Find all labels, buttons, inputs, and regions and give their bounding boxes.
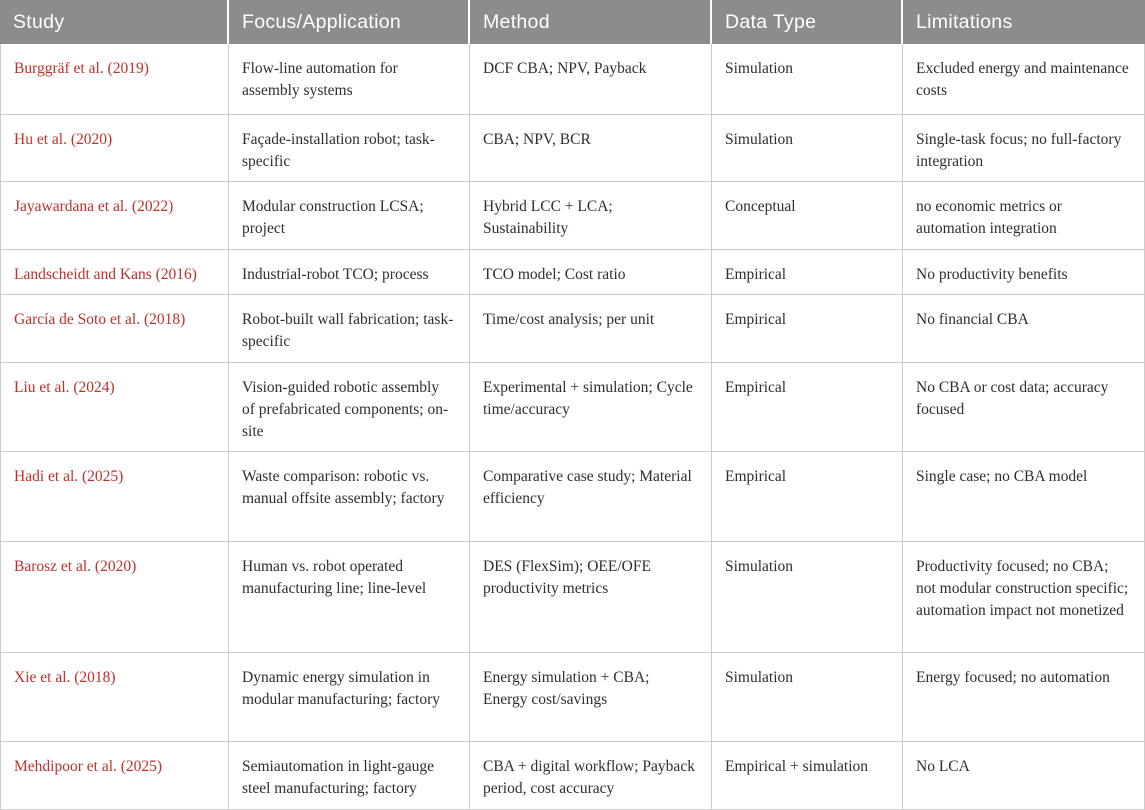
table-row [0,182,1145,250]
table-row [0,542,1145,653]
cell-focus: Façade-installation robot; task-specific [229,115,470,182]
table-row [0,452,1145,542]
cell-method: Hybrid LCC + LCA; Sustainability [470,182,712,250]
cell-data-type: Empirical [712,250,903,295]
cell-data-type: Simulation [712,115,903,182]
cell-data-type: Empirical [712,363,903,452]
cell-data-type: Simulation [712,44,903,115]
cell-focus: Semiautomation in light-gauge steel manufacturing; factory [229,742,470,810]
column-header-focus-application: Focus/Application [229,0,470,44]
cell-limitations: No CBA or cost data; accuracy focused [903,363,1145,452]
cell-limitations: No financial CBA [903,295,1145,363]
cell-focus: Dynamic energy simulation in modular manufacturing; factory [229,653,470,742]
table-row [0,44,1145,115]
cell-focus: Flow-line automation for assembly systems [229,44,470,115]
table-row [0,115,1145,182]
cell-focus: Industrial-robot TCO; process [229,250,470,295]
study-citation-link[interactable]: Barosz et al. (2020) [14,558,137,575]
cell-data-type: Empirical [712,452,903,542]
study-citation-link[interactable]: Xie et al. (2018) [14,669,116,686]
cell-focus: Human vs. robot operated manufacturing line; line-level [229,542,470,653]
cell-data-type: Simulation [712,542,903,653]
cell-study [0,115,229,182]
study-citation-link[interactable]: García de Soto et al. (2018) [14,311,186,328]
cell-method: CBA; NPV, BCR [470,115,712,182]
cell-data-type: Empirical [712,295,903,363]
column-header-limitations: Limitations [903,0,1145,44]
cell-method: TCO model; Cost ratio [470,250,712,295]
cell-data-type: Simulation [712,653,903,742]
table-row [0,363,1145,452]
study-citation-link[interactable]: Hu et al. (2020) [14,131,113,148]
cell-study [0,542,229,653]
cell-focus: Robot-built wall fabrication; task-specific [229,295,470,363]
cell-study [0,653,229,742]
cell-study [0,182,229,250]
table-header [0,0,1145,44]
cell-study [0,250,229,295]
column-header-data-type: Data Type [712,0,903,44]
cell-study [0,452,229,542]
cell-limitations: Energy focused; no automation [903,653,1145,742]
cell-limitations: Excluded energy and maintenance costs [903,44,1145,115]
table-row [0,250,1145,295]
cell-method: CBA + digital workflow; Payback period, cost accuracy [470,742,712,810]
cell-method: DCF CBA; NPV, Payback [470,44,712,115]
cell-focus: Modular construction LCSA; project [229,182,470,250]
cell-method: Time/cost analysis; per unit [470,295,712,363]
cell-limitations: Single-task focus; no full-factory integration [903,115,1145,182]
study-citation-link[interactable]: Hadi et al. (2025) [14,468,124,485]
cell-study [0,295,229,363]
study-citation-link[interactable]: Burggräf et al. (2019) [14,60,149,77]
table-row [0,742,1145,810]
cell-limitations: no economic metrics or automation integration [903,182,1145,250]
study-citation-link[interactable]: Liu et al. (2024) [14,379,115,396]
table-body [0,44,1145,810]
cell-study [0,363,229,452]
cell-focus: Waste comparison: robotic vs. manual offsite assembly; factory [229,452,470,542]
column-header-study: Study [0,0,229,44]
cell-data-type: Conceptual [712,182,903,250]
study-citation-link[interactable]: Landscheidt and Kans (2016) [14,266,197,283]
cell-limitations: Single case; no CBA model [903,452,1145,542]
cell-limitations: No LCA [903,742,1145,810]
cell-study [0,742,229,810]
study-citation-link[interactable]: Mehdipoor et al. (2025) [14,758,163,775]
cell-data-type: Empirical + simulation [712,742,903,810]
header-row [0,0,1145,44]
cell-focus: Vision-guided robotic assembly of prefabricated components; on-site [229,363,470,452]
cell-limitations: Productivity focused; no CBA; not modular construction specific; automation impact not monetized [903,542,1145,653]
table-row [0,653,1145,742]
column-header-method: Method [470,0,712,44]
cell-method: Energy simulation + CBA; Energy cost/savings [470,653,712,742]
study-citation-link[interactable]: Jayawardana et al. (2022) [14,198,174,215]
cell-method: Experimental + simulation; Cycle time/accuracy [470,363,712,452]
cell-study [0,44,229,115]
cell-method: Comparative case study; Material efficiency [470,452,712,542]
cell-method: DES (FlexSim); OEE/OFE productivity metrics [470,542,712,653]
table-row [0,295,1145,363]
cell-limitations: No productivity benefits [903,250,1145,295]
